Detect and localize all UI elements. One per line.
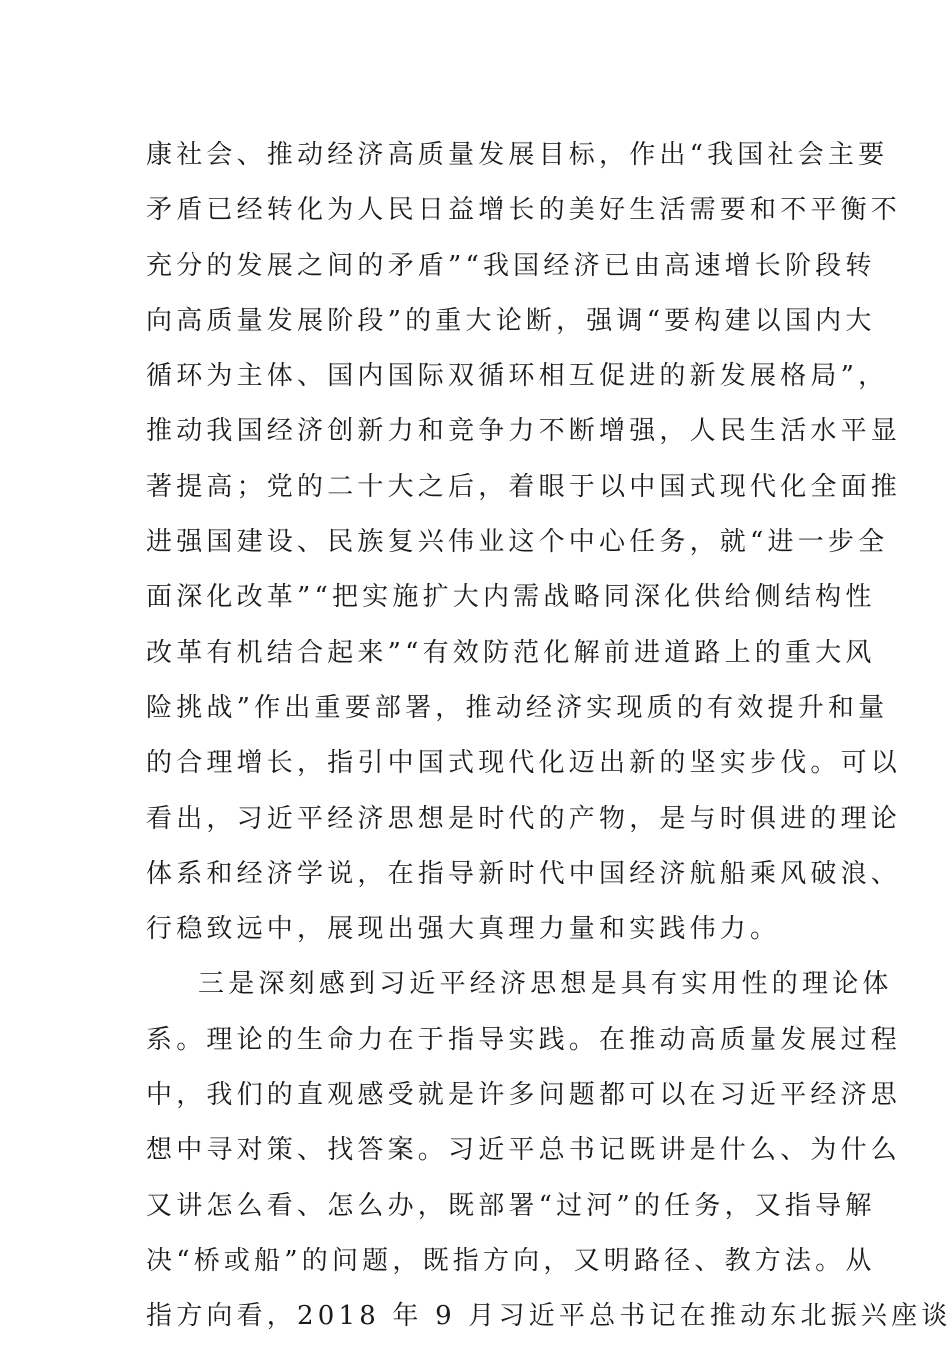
text-line: 看出，习近平经济思想是时代的产物，是与时俱进的理论 xyxy=(146,803,902,834)
text-line: 系。理论的生命力在于指导实践。在推动高质量发展过程 xyxy=(146,1024,902,1055)
text-line: 康社会、推动经济高质量发展目标，作出“我国社会主要 xyxy=(146,140,889,170)
text-line: 矛盾已经转化为人民日益增长的美好生活需要和不平衡不 xyxy=(146,195,902,226)
text-line: 险挑战”作出重要部署，推动经济实现质的有效提升和量 xyxy=(146,692,889,723)
text-line: 想中寻对策、找答案。习近平总书记既讲是什么、为什么 xyxy=(146,1135,902,1166)
text-line: 指方向看，2018 年 9 月习近平总书记在推动东北振兴座谈 xyxy=(146,1301,952,1332)
text-line: 面深化改革”“把实施扩大内需战略同深化供给侧结构性 xyxy=(146,582,876,613)
text-line: 改革有机结合起来”“有效防范化解前进道路上的重大风 xyxy=(146,637,876,668)
text-line: 推动我国经济创新力和竞争力不断增强，人民生活水平显 xyxy=(146,416,902,447)
paragraph-first-line: 三是深刻感到习近平经济思想是具有实用性的理论体 xyxy=(198,969,893,1000)
text-line: 行稳致远中，展现出强大真理力量和实践伟力。 xyxy=(146,914,781,945)
text-line: 中，我们的直观感受就是许多问题都可以在习近平经济思 xyxy=(146,1080,902,1111)
text-line: 又讲怎么看、怎么办，既部署“过河”的任务，又指导解 xyxy=(146,1190,876,1221)
text-line: 向高质量发展阶段”的重大论断，强调“要构建以国内大 xyxy=(146,305,876,336)
text-line: 循环为主体、国内国际双循环相互促进的新发展格局”， xyxy=(146,361,889,392)
text-line: 著提高；党的二十大之后，着眼于以中国式现代化全面推 xyxy=(146,471,902,502)
text-line: 的合理增长，指引中国式现代化迈出新的坚实步伐。可以 xyxy=(146,748,902,779)
text-line: 决“桥或船”的问题，既指方向，又明路径、教方法。从 xyxy=(146,1245,876,1276)
body-text xyxy=(146,128,952,1345)
text-line: 进强国建设、民族复兴伟业这个中心任务，就“进一步全 xyxy=(146,527,889,558)
text-line: 体系和经济学说，在指导新时代中国经济航船乘风破浪、 xyxy=(146,858,902,889)
text-line: 充分的发展之间的矛盾”“我国经济已由高速增长阶段转 xyxy=(146,250,876,281)
